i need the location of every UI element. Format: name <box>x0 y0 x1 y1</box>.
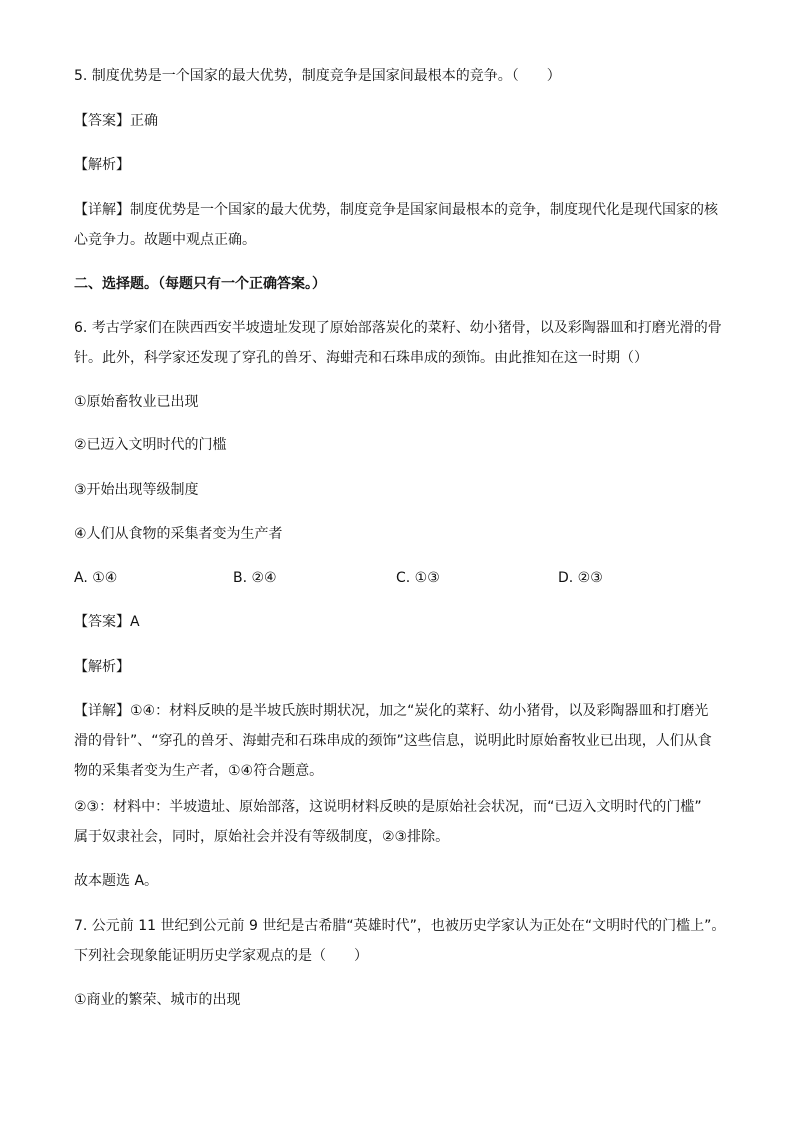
q6-item-1: ①原始畜牧业已出现 <box>74 394 199 410</box>
q6-detail-line-5: 属于奴隶社会，同时，原始社会并没有等级制度，②③排除。 <box>74 829 450 845</box>
q6-stem-line-1: 6. 考古学家们在陕西西安半坡遗址发现了原始部落炭化的菜籽、幼小猪骨，以及彩陶器皿和打磨光滑的骨 <box>74 320 722 336</box>
q7-stem-line-1: 7. 公元前 11 世纪到公元前 9 世纪是古希腊“英雄时代”，也被历史学家认为正处在“文明时代的门槛上”。 <box>74 918 726 934</box>
q5-detail-line-1: 【详解】制度优势是一个国家的最大优势，制度竞争是国家间最根本的竞争，制度现代化是现代国家的核 <box>74 202 718 218</box>
q6-option-c: C. ①③ <box>396 570 440 586</box>
q5-analysis-label: 【解析】 <box>74 157 130 173</box>
q7-stem-line-2: 下列社会现象能证明历史学家观点的是（ ） <box>74 948 368 964</box>
q6-detail-line-4: ②③：材料中：半坡遗址、原始部落，这说明材料反映的是原始社会状况，而“已迈入文明时代的门槛” <box>74 799 702 815</box>
section-2-title: 二、选择题。（每题只有一个正确答案。） <box>74 276 326 292</box>
q6-detail-line-2: 滑的骨针”、“穿孔的兽牙、海蚶壳和石珠串成的颈饰”这些信息，说明此时原始畜牧业已出现，人们从食 <box>74 733 712 749</box>
q6-option-d: D. ②③ <box>558 570 603 586</box>
q5-detail-line-2: 心竞争力。故题中观点正确。 <box>74 232 256 248</box>
q6-conclusion: 故本题选 A。 <box>74 873 159 889</box>
q6-item-3: ③开始出现等级制度 <box>74 482 199 498</box>
q5-answer: 【答案】正确 <box>74 113 158 129</box>
q6-answer: 【答案】A <box>74 614 140 630</box>
q6-option-b: B. ②④ <box>233 570 277 586</box>
q6-item-2: ②已迈入文明时代的门槛 <box>74 437 227 453</box>
q7-item-1: ①商业的繁荣、城市的出现 <box>74 992 241 1008</box>
q6-detail-line-3: 物的采集者变为生产者，①④符合题意。 <box>74 763 324 779</box>
q6-option-a: A. ①④ <box>74 570 118 586</box>
q6-detail-line-1: 【详解】①④：材料反映的是半坡氏族时期状况，加之“炭化的菜籽、幼小猪骨，以及彩陶器皿和打磨光 <box>74 703 709 719</box>
q6-item-4: ④人们从食物的采集者变为生产者 <box>74 526 283 542</box>
q6-stem-line-2: 针。此外，科学家还发现了穿孔的兽牙、海蚶壳和石珠串成的颈饰。由此推知在这一时期（） <box>74 350 648 366</box>
q6-analysis-label: 【解析】 <box>74 659 130 675</box>
q5-stem: 5. 制度优势是一个国家的最大优势，制度竞争是国家间最根本的竞争。（ ） <box>74 68 561 84</box>
